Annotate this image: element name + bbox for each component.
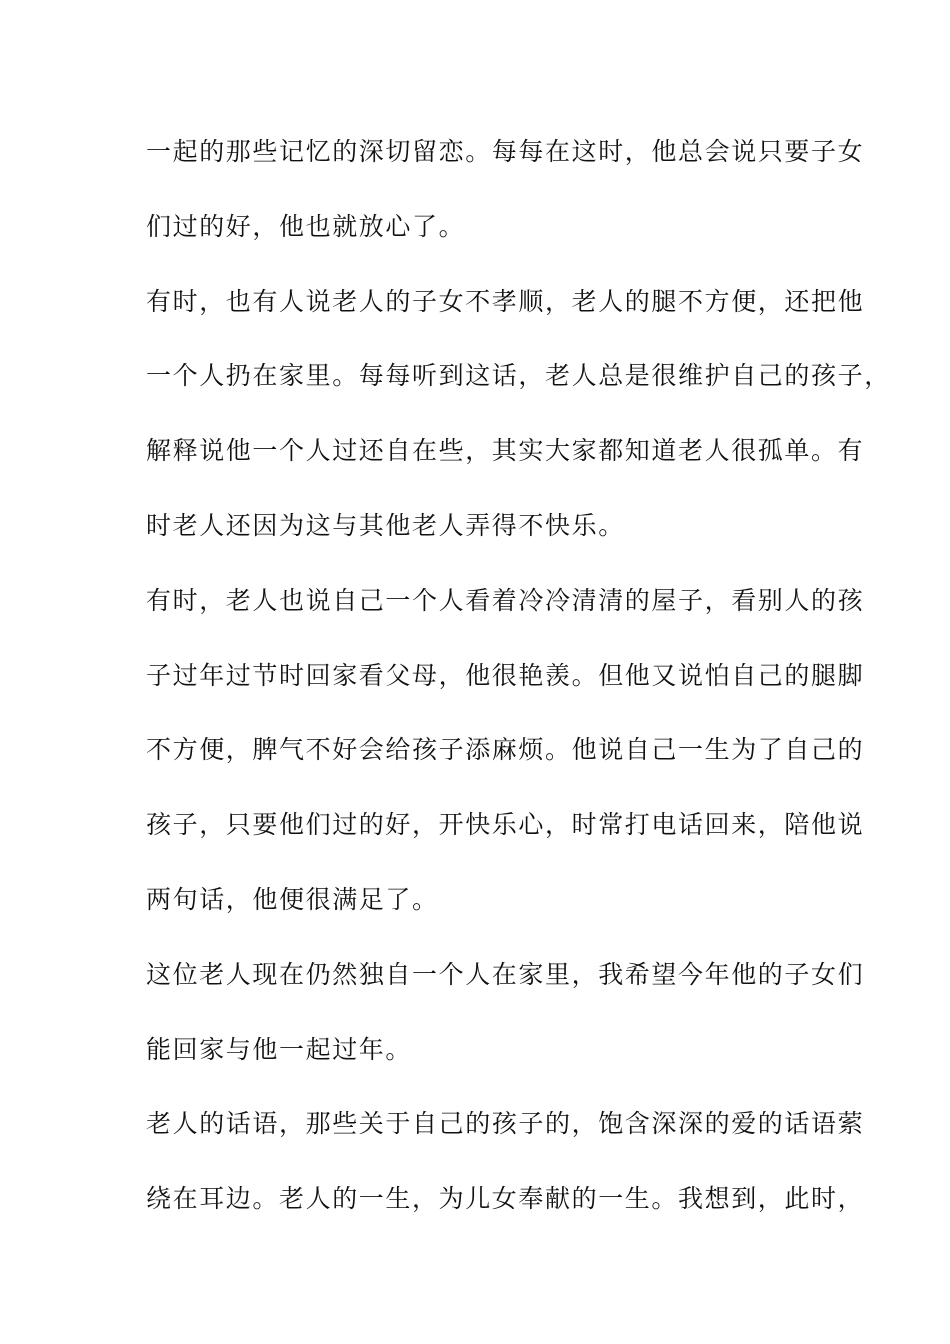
- text-line: 时老人还因为这与其他老人弄得不快乐。: [146, 510, 625, 540]
- text-line: 能回家与他一起过年。: [146, 1034, 413, 1064]
- text-line: 一个人扔在家里。每每听到这话，老人总是很维护自己的孩子，: [146, 361, 891, 391]
- text-line: 有时，老人也说自己一个人看着冷冷清清的屋子，看别人的孩: [146, 585, 865, 615]
- text-line: 不方便，脾气不好会给孩子添麻烦。他说自己一生为了自己的: [146, 735, 865, 765]
- text-line: 老人的话语，那些关于自己的孩子的，饱含深深的爱的话语萦: [146, 1109, 865, 1139]
- text-line: 这位老人现在仍然独自一个人在家里，我希望今年他的子女们: [146, 959, 865, 989]
- text-line: 子过年过节时回家看父母，他很艳羡。但他又说怕自己的腿脚: [146, 660, 865, 690]
- text-line: 两句话，他便很满足了。: [146, 884, 439, 914]
- text-line: 有时，也有人说老人的子女不孝顺，老人的腿不方便，还把他: [146, 286, 865, 316]
- body-text: [146, 128, 891, 1250]
- text-line: 解释说他一个人过还自在些，其实大家都知道老人很孤单。有: [146, 436, 865, 466]
- text-line: 们过的好，他也就放心了。: [146, 211, 466, 241]
- text-line: 一起的那些记忆的深切留恋。每每在这时，他总会说只要子女: [146, 137, 865, 166]
- text-line: 绕在耳边。老人的一生，为儿女奉献的一生。我想到，此时，: [146, 1184, 865, 1214]
- text-line: 孩子，只要他们过的好，开快乐心，时常打电话回来，陪他说: [146, 810, 865, 840]
